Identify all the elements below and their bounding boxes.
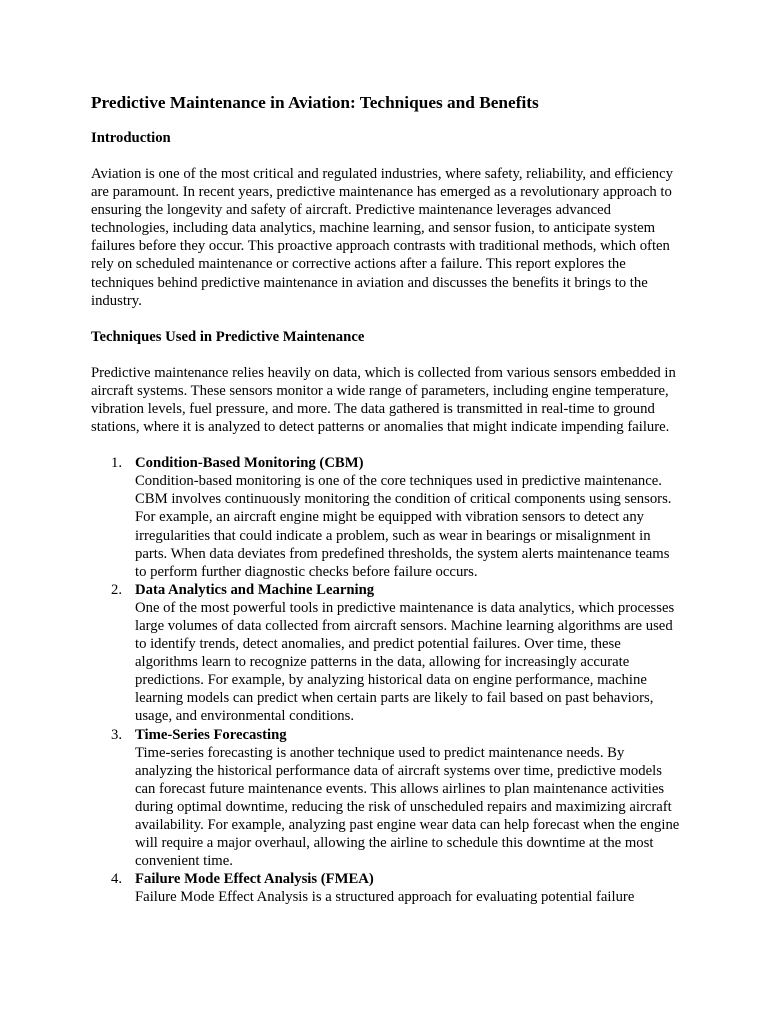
list-item — [91, 454, 683, 581]
list-item-number: 4. — [111, 871, 123, 888]
list-item-body: One of the most powerful tools in predictive maintenance is data analytics, which processes large volumes of data collected from aircraft sensors. Machine learning algorithms are used to identify trends, detect anomalies, and predict potential failures. Over time, these algorithms learn to recognize patterns in the data, allowing for increasingly accurate predictions. For example, by analyzing historical data on engine performance, machine learning models can predict when certain parts are likely to fail based on past behaviors, usage, and environmental conditions. — [135, 599, 675, 725]
list-item-body: Time-series forecasting is another technique used to predict maintenance needs. By analyzing the historical performance data of aircraft systems over time, predictive models can forecast future maintenance events. This allows airlines to plan maintenance activities during optimal downtime, reducing the risk of unscheduled repairs and maximizing aircraft availability. For example, analyzing past engine wear data can help forecast when the engine will require a major overhaul, allowing the airline to schedule this downtime at the most convenient time. — [135, 744, 680, 870]
introduction-paragraph: Aviation is one of the most critical and regulated industries, where safety, reliability, and efficiency are paramount. In recent years, predictive maintenance has emerged as a revolutionary approach to ensuring the longevity and safety of aircraft. Predictive maintenance leverages advanced technologies, including data analytics, machine learning, and sensor fusion, to anticipate system failures before they occur. This proactive approach contrasts with traditional methods, which often rely on scheduled maintenance or corrective actions after a failure. This report explores the techniques behind predictive maintenance in aviation and discusses the benefits it brings to the industry. — [91, 166, 673, 309]
list-item — [91, 581, 683, 726]
techniques-list — [91, 454, 683, 906]
section-heading-techniques: Techniques Used in Predictive Maintenance — [91, 328, 365, 345]
list-item-title: Condition-Based Monitoring (CBM) — [135, 455, 364, 472]
techniques-paragraph: Predictive maintenance relies heavily on data, which is collected from various sensors embedded in aircraft systems. These sensors monitor a wide range of parameters, including engine temperature, vibration levels, fuel pressure, and more. The data gathered is transmitted in real-time to ground stations, where it is analyzed to detect patterns or anomalies that might indicate impending failure. — [91, 364, 676, 436]
list-item-number: 3. — [111, 726, 123, 743]
list-item-title: Time-Series Forecasting — [135, 726, 287, 743]
list-item-title: Data Analytics and Machine Learning — [135, 581, 375, 598]
list-item-number: 2. — [111, 581, 123, 598]
list-item — [91, 870, 683, 906]
list-item — [91, 726, 683, 871]
section-heading-introduction: Introduction — [91, 130, 171, 146]
document-page — [91, 92, 683, 906]
list-item-body: Condition-based monitoring is one of the core techniques used in predictive maintenance. CBM involves continuously monitoring the condition of critical components using sensors. For example, an aircraft engine might be equipped with vibration sensors to detect any irregularities that could indicate a problem, such as wear in bearings or misalignment in parts. When data deviates from predefined thresholds, the system alerts maintenance teams to perform further diagnostic checks before failure occurs. — [135, 473, 672, 580]
list-item-title: Failure Mode Effect Analysis (FMEA) — [135, 871, 374, 888]
list-item-body: Failure Mode Effect Analysis is a structured approach for evaluating potential failure — [135, 889, 635, 906]
list-item-number: 1. — [111, 455, 123, 472]
document-title: Predictive Maintenance in Aviation: Techniques and Benefits — [91, 93, 539, 112]
